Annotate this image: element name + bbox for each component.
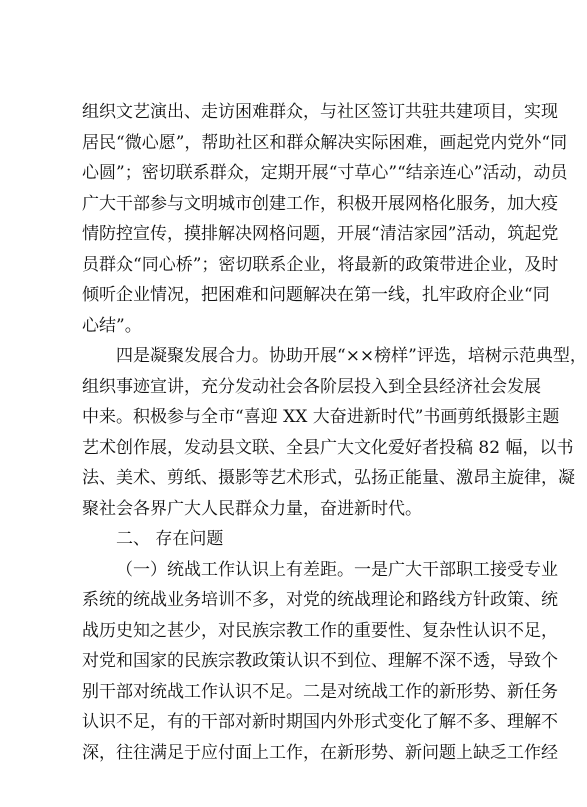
text-line: 艺术创作展，发动县文联、全县广大文化爱好者投稿 82 幅，以书 bbox=[82, 437, 574, 458]
text-line: 中来。积极参与全市“喜迎 XX 大奋进新时代”书画剪纸摄影主题 bbox=[82, 407, 560, 427]
text-line: 组织事迹宣讲，充分发动社会各阶层投入到全县经济社会发展 bbox=[82, 376, 541, 397]
text-line: 系统的统战业务培训不多，对党的统战理论和路线方针政策、统 bbox=[82, 590, 558, 610]
text-line: 别干部对统战工作认识不足。二是对统战工作的新形势、新任务 bbox=[82, 681, 558, 702]
text-line: 员群众“同心桥”；密切联系企业，将最新的政策带进企业，及时 bbox=[82, 254, 559, 275]
text-line: 对党和国家的民族宗教政策认识不到位、理解不深不透，导致个 bbox=[82, 651, 558, 671]
text-line: 战历史知之甚少，对民族宗教工作的重要性、复杂性认识不足， bbox=[82, 620, 558, 641]
text-line: 心圆”；密切联系群众，定期开展“寸草心”“结亲连心”活动，动员 bbox=[82, 163, 568, 183]
text-line: 法、美术、剪纸、摄影等艺术形式，弘扬正能量、激昂主旋律，凝 bbox=[82, 468, 575, 488]
text-line: 心结”。 bbox=[82, 315, 142, 336]
paragraph-first-line: 四是凝聚发展合力。协助开展“××榜样”评选，培树示范典型， bbox=[116, 346, 587, 366]
text-line: 倾听企业情况，把困难和问题解决在第一线，扎牢政府企业“同 bbox=[82, 285, 550, 305]
text-line: 深，往往满足于应付面上工作，在新形势、新问题上缺乏工作经 bbox=[82, 742, 558, 763]
text-line: 居民“微心愿”，帮助社区和群众解决实际困难，画起党内党外“同 bbox=[82, 132, 568, 153]
text-line: 组织文艺演出、走访困难群众，与社区签订共驻共建项目，实现 bbox=[82, 102, 558, 122]
document-body bbox=[82, 97, 587, 768]
section-heading: 二、 存在问题 bbox=[116, 529, 224, 549]
text-line: 广大干部参与文明城市创建工作，积极开展网格化服务，加大疫 bbox=[82, 193, 558, 214]
text-line: 聚社会各界广大人民群众力量，奋进新时代。 bbox=[82, 498, 422, 519]
paragraph-first-line: （一）统战工作认识上有差距。一是广大干部职工接受专业 bbox=[116, 559, 558, 580]
text-line: 认识不足，有的干部对新时期国内外形式变化了解不多、理解不 bbox=[82, 712, 558, 732]
text-line: 情防控宣传，摸排解决网格问题，开展“清洁家园”活动，筑起党 bbox=[82, 224, 559, 244]
